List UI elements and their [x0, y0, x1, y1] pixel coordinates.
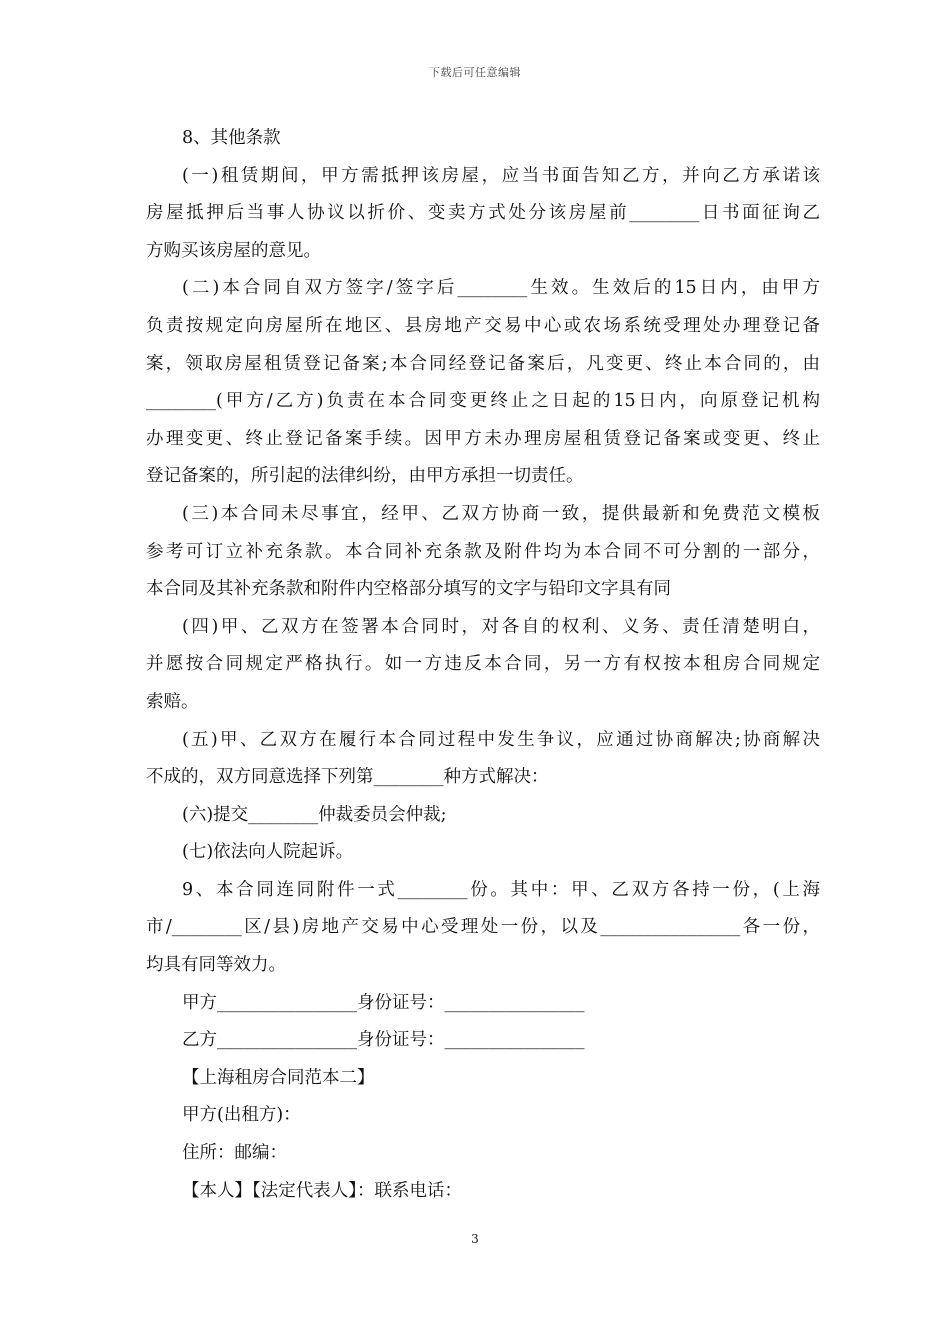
clause-7-line-1: (七)依法向人院起诉。: [182, 842, 354, 863]
section-heading-other-terms: 8、其他条款: [182, 128, 281, 148]
clause-3-line-3: 本合同及其补充条款和附件内空格部分填写的文字与铅印文字具有同: [146, 579, 671, 600]
template-2-title: 【上海租房合同范本二】: [182, 1067, 375, 1088]
clause-5-line-2: 不成的，双方同意选择下列第________种方式解决：: [146, 767, 549, 788]
clause-4-line-3: 索赔。: [146, 691, 199, 712]
clause-2-line-2: 负责按规定向房屋所在地区、县房地产交易中心或农场系统受理处办理登记备: [146, 315, 820, 336]
clause-1-line-3: 方购买该房屋的意见。: [146, 240, 321, 261]
lessor-field: 甲方(出租方)：: [182, 1105, 301, 1126]
page-number: 3: [471, 1232, 479, 1246]
clause-2-line-6: 登记备案的，所引起的法律纠纷，由甲方承担一切责任。: [146, 466, 584, 487]
document-body: [146, 120, 820, 1210]
clause-1-line-2: 房屋抵押后当事人协议以折价、变卖方式处分该房屋前________日书面征询乙: [146, 203, 820, 224]
representative-phone-field: 【本人】【法定代表人】：联系电话：: [182, 1180, 462, 1201]
clause-3-line-1: (三)本合同未尽事宜，经甲、乙双方协商一致，提供最新和免费范文模板: [182, 503, 820, 524]
article-9-line-3: 均具有同等效力。: [146, 955, 286, 976]
article-9-line-1: 9、本合同连同附件一式________份。其中：甲、乙双方各持一份，(上海: [182, 879, 820, 900]
clause-4-line-1: (四)甲、乙双方在签署本合同时，对各自的权利、义务、责任清楚明白，: [182, 616, 820, 637]
address-postcode-field: 住所：邮编：: [182, 1143, 287, 1164]
party-a-signature-line: 甲方________________身份证号：________________: [182, 992, 585, 1013]
clause-6-line-1: (六)提交________仲裁委员会仲裁;: [182, 804, 447, 825]
page-header-note: 下载后可任意编辑: [429, 66, 521, 79]
clause-1-line-1: (一)租赁期间，甲方需抵押该房屋，应当书面告知乙方，并向乙方承诺该: [182, 165, 820, 186]
clause-2-line-4: ________(甲方/乙方)负责在本合同变更终止之日起的15日内，向原登记机构: [146, 391, 820, 412]
clause-2-line-1: (二)本合同自双方签字/签字后________生效。生效后的15日内，由甲方: [182, 278, 820, 299]
clause-3-line-2: 参考可订立补充条款。本合同补充条款及附件均为本合同不可分割的一部分，: [146, 541, 820, 562]
clause-5-line-1: (五)甲、乙双方在履行本合同过程中发生争议，应通过协商解决;协商解决: [182, 729, 820, 750]
clause-4-line-2: 并愿按合同规定严格执行。如一方违反本合同，另一方有权按本租房合同规定: [146, 654, 820, 675]
party-b-signature-line: 乙方________________身份证号：________________: [182, 1030, 585, 1051]
article-9-line-2: 市/________区/县)房地产交易中心受理处一份，以及________________各一份，: [146, 917, 820, 938]
clause-2-line-3: 案，领取房屋租赁登记备案;本合同经登记备案后，凡变更、终止本合同的，由: [146, 353, 820, 374]
clause-2-line-5: 办理变更、终止登记备案手续。因甲方未办理房屋租赁登记备案或变更、终止: [146, 428, 820, 449]
